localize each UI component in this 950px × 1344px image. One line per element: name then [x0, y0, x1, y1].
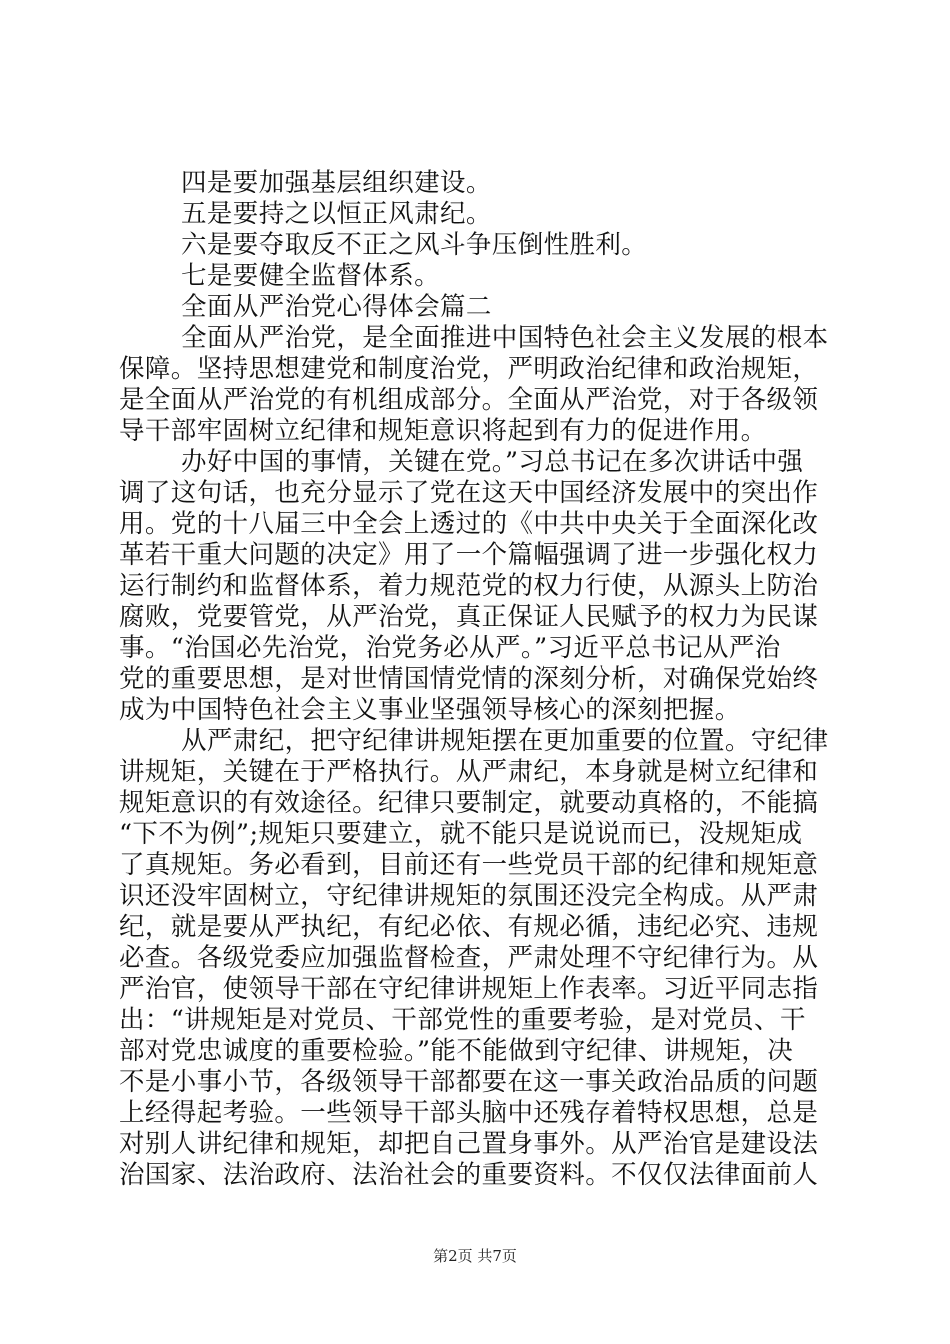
- text-line: 党的重要思想，是对世情国情党情的深刻分析，对确保党始终: [119, 664, 819, 694]
- text-line: “下不为例”;规矩只要建立，就不能只是说说而已，没规矩成: [119, 819, 803, 849]
- text-line: 腐败，党要管党，从严治党，真正保证人民赋予的权力为民谋: [119, 602, 819, 632]
- document-body: [119, 168, 837, 1191]
- text-line: 不是小事小节，各级领导干部都要在这一事关政治品质的问题: [119, 1067, 819, 1097]
- text-line: 保障。坚持思想建党和制度治党，严明政治纪律和政治规矩，: [119, 354, 819, 384]
- text-line: 事。“治国必先治党，治党务必从严。”习近平总书记从严治: [119, 633, 781, 663]
- text-line: 革若干重大问题的决定》用了一个篇幅强调了进一步强化权力: [119, 540, 819, 570]
- text-line: 全面从严治党，是全面推进中国特色社会主义发展的根本: [181, 323, 829, 353]
- text-line: 成为中国特色社会主义事业坚强领导核心的深刻把握。: [119, 695, 741, 725]
- text-line: 必查。各级党委应加强监督检查，严肃处理不守纪律行为。从: [119, 943, 819, 973]
- text-line: 部对党忠诚度的重要检验。”能不能做到守纪律、讲规矩，决: [119, 1036, 794, 1066]
- text-line: 导干部牢固树立纪律和规矩意识将起到有力的促进作用。: [119, 416, 767, 446]
- text-line: 七是要健全监督体系。: [181, 261, 441, 291]
- text-line: 从严肃纪，把守纪律讲规矩摆在更加重要的位置。守纪律: [181, 726, 829, 756]
- text-line: 是全面从严治党的有机组成部分。全面从严治党，对于各级领: [119, 385, 819, 415]
- text-line: 讲规矩，关键在于严格执行。从严肃纪，本身就是树立纪律和: [119, 757, 819, 787]
- text-line: 全面从严治党心得体会篇二: [181, 292, 492, 322]
- text-line: 严治官，使领导干部在守纪律讲规矩上作表率。习近平同志指: [119, 974, 819, 1004]
- text-line: 规矩意识的有效途径。纪律只要制定，就要动真格的，不能搞: [119, 788, 819, 818]
- text-line: 用。党的十八届三中全会上透过的《中共中央关于全面深化改: [119, 509, 819, 539]
- text-line: 上经得起考验。一些领导干部头脑中还残存着特权思想，总是: [119, 1098, 819, 1128]
- text-line: 五是要持之以恒正风肃纪。: [181, 199, 492, 229]
- text-line: 四是要加强基层组织建设。: [181, 168, 492, 198]
- page-footer: 第2页 共7页: [433, 1247, 517, 1265]
- text-line: 六是要夺取反不正之风斗争压倒性胜利。: [181, 230, 648, 260]
- text-line: 出：“讲规矩是对党员、干部党性的重要考验，是对党员、干: [119, 1005, 806, 1035]
- text-line: 办好中国的事情，关键在党。”习总书记在多次讲话中强: [181, 447, 804, 477]
- text-line: 了真规矩。务必看到，目前还有一些党员干部的纪律和规矩意: [119, 850, 819, 880]
- text-line: 识还没牢固树立，守纪律讲规矩的氛围还没完全构成。从严肃: [119, 881, 819, 911]
- text-line: 运行制约和监督体系，着力规范党的权力行使，从源头上防治: [119, 571, 819, 601]
- text-line: 调了这句话，也充分显示了党在这天中国经济发展中的突出作: [119, 478, 819, 508]
- text-line: 纪，就是要从严执纪，有纪必依、有规必循，违纪必究、违规: [119, 912, 819, 942]
- text-line: 治国家、法治政府、法治社会的重要资料。不仅仅法律面前人: [119, 1160, 819, 1190]
- text-line: 对别人讲纪律和规矩，却把自己置身事外。从严治官是建设法: [119, 1129, 819, 1159]
